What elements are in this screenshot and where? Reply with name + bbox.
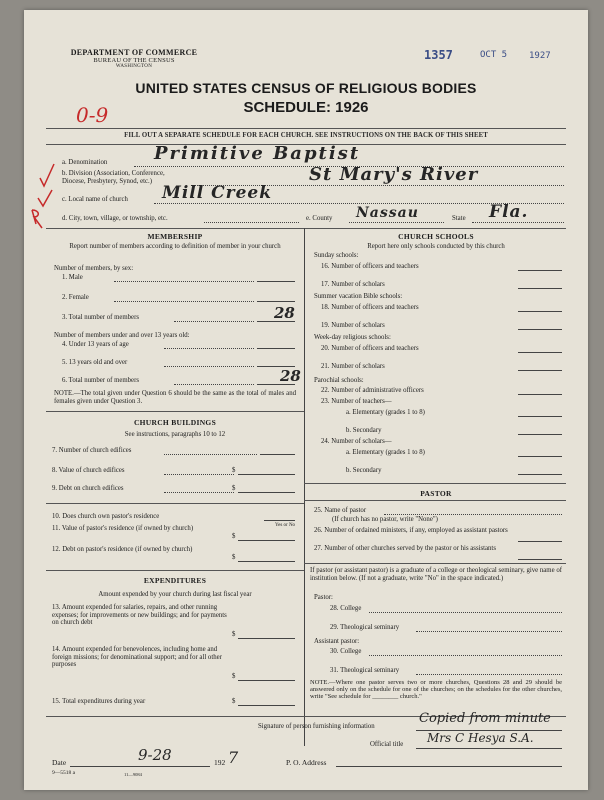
form-number: 9—5518 a bbox=[52, 770, 76, 776]
pastor-note: NOTE.—Where one pastor serves two or more churches, Questions 28 and 29 should be answered only on the schedule for one of the churches; on the schedules for the other churches, write "See schedule for ________ church." bbox=[310, 679, 562, 701]
assistant-seminary-label: 31. Theological seminary bbox=[330, 667, 400, 674]
total-members-label: 3. Total number of members bbox=[62, 314, 139, 321]
rule bbox=[46, 503, 304, 504]
pastor-subheading: Pastor: bbox=[314, 594, 333, 601]
pastor-name-field[interactable] bbox=[384, 514, 562, 515]
check-icon bbox=[38, 190, 52, 206]
rule bbox=[304, 563, 566, 564]
summer-scholars-label: 19. Number of scholars bbox=[321, 322, 385, 329]
assistant-pastor-subheading: Assistant pastor: bbox=[314, 638, 360, 645]
po-address-field[interactable] bbox=[336, 766, 562, 767]
female-field[interactable] bbox=[257, 301, 295, 302]
weekday-officers-label: 20. Number of officers and teachers bbox=[321, 345, 419, 352]
yes-or-no-hint: Yes or No bbox=[275, 523, 296, 528]
state-value: Fla. bbox=[489, 202, 529, 222]
pastor-college-field[interactable] bbox=[369, 612, 562, 613]
official-title-value: Mrs C Hesya S.A. bbox=[427, 731, 534, 745]
dot-leader bbox=[164, 348, 254, 349]
under-13-field[interactable] bbox=[257, 348, 295, 349]
scholars-elementary-field[interactable] bbox=[518, 456, 562, 457]
other-churches-label: 27. Number of other churches served by the pastor or his assistants bbox=[314, 545, 496, 552]
other-churches-field[interactable] bbox=[518, 559, 562, 560]
dot-leader bbox=[174, 321, 254, 322]
under-13-label: 4. Under 13 years of age bbox=[62, 341, 129, 348]
bureau-city: WASHINGTON bbox=[115, 64, 153, 69]
r-mark-icon bbox=[32, 210, 42, 228]
pastor-name-label: 25. Name of pastor bbox=[314, 507, 367, 514]
rule bbox=[46, 228, 566, 229]
check-icon bbox=[40, 164, 54, 186]
sunday-officers-label: 16. Number of officers and teachers bbox=[321, 263, 419, 270]
received-stamp-year: 1927 bbox=[529, 51, 551, 61]
benevolences-label: 14. Amount expended for benevolences, including home and foreign missions; for denominational support; and for all other purposes bbox=[52, 646, 222, 668]
dollar-sign: $ bbox=[232, 631, 236, 638]
edifices-value-label: 8. Value of church edifices bbox=[52, 467, 125, 474]
running-expenses-label: 13. Amount expended for salaries, repairs, and other running expenses; for improvements or new buildings; and for payments on church debt bbox=[52, 604, 227, 626]
state-label: State bbox=[452, 215, 466, 222]
instruction-line: FILL OUT A SEPARATE SCHEDULE FOR EACH CHURCH. SEE INSTRUCTIONS ON THE BACK OF THIS SHEET bbox=[124, 132, 488, 139]
dollar-sign: $ bbox=[232, 533, 236, 540]
assistant-seminary-field[interactable] bbox=[416, 674, 562, 675]
weekday-scholars-label: 21. Number of scholars bbox=[321, 363, 385, 370]
graduate-instructions: If pastor (or assistant pastor) is a graduate of a college or theological seminary, give name of institution below. (If not a graduate, write "No" in the space indicated.) bbox=[310, 567, 562, 582]
total-members-value: 28 bbox=[274, 304, 295, 322]
local-name-value: Mill Creek bbox=[162, 183, 273, 203]
dollar-sign: $ bbox=[232, 467, 236, 474]
rule bbox=[46, 570, 304, 571]
admin-officers-label: 22. Number of administrative officers bbox=[321, 387, 424, 394]
date-label: Date bbox=[52, 758, 67, 767]
sunday-scholars-label: 17. Number of scholars bbox=[321, 281, 385, 288]
dot-leader bbox=[164, 366, 254, 367]
po-address-label: P. O. Address bbox=[286, 758, 327, 767]
dot-leader bbox=[164, 474, 234, 475]
pastor-college-label: 28. College bbox=[330, 605, 362, 612]
assistant-college-field[interactable] bbox=[369, 655, 562, 656]
summer-scholars-field[interactable] bbox=[518, 329, 562, 330]
scholars-secondary-field[interactable] bbox=[518, 474, 562, 475]
total-members-2-label: 6. Total number of members bbox=[62, 377, 139, 384]
assistant-college-label: 30. College bbox=[330, 648, 362, 655]
owns-residence-field[interactable] bbox=[264, 520, 295, 521]
teachers-elementary-field[interactable] bbox=[518, 416, 562, 417]
rule bbox=[304, 500, 566, 501]
dot-leader bbox=[114, 301, 254, 302]
male-label: 1. Male bbox=[62, 274, 83, 281]
edifices-number-field[interactable] bbox=[260, 454, 295, 455]
residence-value-field[interactable] bbox=[238, 540, 295, 541]
teachers-secondary-field[interactable] bbox=[518, 434, 562, 435]
dot-leader bbox=[164, 492, 234, 493]
teachers-elementary-label: a. Elementary (grades 1 to 8) bbox=[346, 409, 425, 416]
department-name: DEPARTMENT OF COMMERCE bbox=[70, 48, 198, 57]
total-members-2-value: 28 bbox=[280, 367, 301, 385]
division-value: St Mary's River bbox=[309, 164, 479, 185]
assistant-ministers-label: 26. Number of ordained ministers, if any, employed as assistant pastors bbox=[314, 527, 508, 534]
dot-leader bbox=[164, 454, 257, 455]
parochial-schools-label: Parochial schools: bbox=[314, 377, 364, 384]
dollar-sign: $ bbox=[232, 554, 236, 561]
age-heading: Number of members under and over 13 years old: bbox=[54, 332, 190, 339]
received-stamp-number: 1357 bbox=[424, 48, 453, 62]
female-label: 2. Female bbox=[62, 294, 89, 301]
buildings-title: CHURCH BUILDINGS bbox=[133, 418, 217, 427]
sunday-scholars-field[interactable] bbox=[518, 288, 562, 289]
members-by-sex-label: Number of members, by sex: bbox=[54, 265, 134, 272]
dot-leader bbox=[114, 281, 254, 282]
city-field[interactable] bbox=[204, 222, 299, 223]
department-block bbox=[54, 48, 214, 69]
buildings-subtitle: See instructions, paragraphs 10 to 12 bbox=[124, 431, 226, 438]
pastor-seminary-label: 29. Theological seminary bbox=[330, 624, 400, 631]
date-field[interactable] bbox=[70, 766, 210, 767]
edifices-number-label: 7. Number of church edifices bbox=[52, 447, 132, 454]
weekday-schools-label: Week-day religious schools: bbox=[314, 334, 391, 341]
red-check-marks bbox=[24, 150, 64, 240]
county-field[interactable] bbox=[349, 222, 444, 223]
sunday-schools-label: Sunday schools: bbox=[314, 252, 359, 259]
year-printed: 192 bbox=[214, 758, 226, 767]
schedule-title: SCHEDULE: 1926 bbox=[243, 99, 369, 116]
membership-note: NOTE.—The total given under Question 6 should be the same as the total of males and females given under Question 3. bbox=[54, 390, 296, 405]
edifices-debt-field[interactable] bbox=[238, 492, 295, 493]
signature-value: Copied from minute bbox=[419, 711, 551, 726]
division-label: b. Division (Association, Conference, Diocese, Presbytery, Synod, etc.) bbox=[62, 170, 165, 185]
membership-subtitle: Report number of members according to definition of member in your church bbox=[69, 243, 281, 250]
dollar-sign: $ bbox=[232, 673, 236, 680]
expenditures-title: EXPENDITURES bbox=[143, 576, 207, 585]
male-field[interactable] bbox=[257, 281, 295, 282]
rule bbox=[46, 128, 566, 129]
teachers-secondary-label: b. Secondary bbox=[346, 427, 382, 434]
scholars-label: 24. Number of scholars— bbox=[321, 438, 392, 445]
year-value: 7 bbox=[228, 748, 239, 767]
benevolences-field[interactable] bbox=[238, 680, 295, 681]
scholars-secondary-label: b. Secondary bbox=[346, 467, 382, 474]
residence-debt-field[interactable] bbox=[238, 561, 295, 562]
local-name-label: c. Local name of church bbox=[62, 196, 128, 203]
denomination-value: Primitive Baptist bbox=[154, 143, 361, 164]
print-number: 11—9084 bbox=[124, 772, 142, 777]
dollar-sign: $ bbox=[232, 485, 236, 492]
edifices-debt-label: 9. Debt on church edifices bbox=[52, 485, 124, 492]
residence-value-label: 11. Value of pastor's residence (if owned by church) bbox=[52, 525, 194, 532]
schools-title: CHURCH SCHOOLS bbox=[398, 232, 474, 241]
county-label: e. County bbox=[306, 215, 333, 222]
owns-residence-label: 10. Does church own pastor's residence bbox=[52, 513, 160, 520]
rule bbox=[304, 483, 566, 484]
teachers-label: 23. Number of teachers— bbox=[321, 398, 392, 405]
edifices-value-field[interactable] bbox=[238, 474, 295, 475]
form-title: UNITED STATES CENSUS OF RELIGIOUS BODIES bbox=[135, 80, 477, 96]
running-expenses-field[interactable] bbox=[238, 638, 295, 639]
date-value: 9-28 bbox=[138, 746, 172, 764]
summer-schools-label: Summer vacation Bible schools: bbox=[314, 293, 403, 300]
admin-officers-field[interactable] bbox=[518, 394, 562, 395]
census-schedule-sheet bbox=[24, 10, 588, 790]
pastor-seminary-field[interactable] bbox=[416, 631, 562, 632]
state-field[interactable] bbox=[472, 222, 564, 223]
received-stamp-date: OCT 5 bbox=[480, 50, 508, 60]
total-expenditures-field[interactable] bbox=[238, 705, 295, 706]
residence-debt-label: 12. Debt on pastor's residence (if owned by church) bbox=[52, 546, 193, 553]
red-marking: 0-9 bbox=[76, 103, 109, 127]
summer-officers-label: 18. Number of officers and teachers bbox=[321, 304, 419, 311]
pastor-name-hint: (If church has no pastor, write "None") bbox=[332, 516, 438, 523]
weekday-scholars-field[interactable] bbox=[518, 370, 562, 371]
signature-label: Signature of person furnishing information bbox=[258, 723, 375, 730]
pastor-title: PASTOR bbox=[420, 489, 452, 498]
denomination-label: a. Denomination bbox=[62, 159, 108, 166]
total-expenditures-label: 15. Total expenditures during year bbox=[52, 698, 146, 705]
county-value: Nassau bbox=[356, 205, 419, 221]
dollar-sign: $ bbox=[232, 698, 236, 705]
official-title-field[interactable] bbox=[416, 748, 562, 749]
city-label: d. City, town, village, or township, etc. bbox=[62, 215, 168, 222]
membership-title: MEMBERSHIP bbox=[147, 232, 203, 241]
assistant-ministers-field[interactable] bbox=[518, 541, 562, 542]
official-title-label: Official title bbox=[370, 741, 404, 748]
summer-officers-field[interactable] bbox=[518, 311, 562, 312]
expenditures-subtitle: Amount expended by your church during last fiscal year bbox=[98, 591, 252, 598]
dot-leader bbox=[174, 384, 254, 385]
bureau-name: BUREAU OF THE CENSUS bbox=[93, 57, 175, 64]
over-13-label: 5. 13 years old and over bbox=[62, 359, 128, 366]
column-divider bbox=[304, 228, 305, 746]
sunday-officers-field[interactable] bbox=[518, 270, 562, 271]
rule bbox=[46, 411, 304, 412]
scholars-elementary-label: a. Elementary (grades 1 to 8) bbox=[346, 449, 425, 456]
weekday-officers-field[interactable] bbox=[518, 352, 562, 353]
schools-subtitle: Report here only schools conducted by this church bbox=[367, 243, 505, 250]
